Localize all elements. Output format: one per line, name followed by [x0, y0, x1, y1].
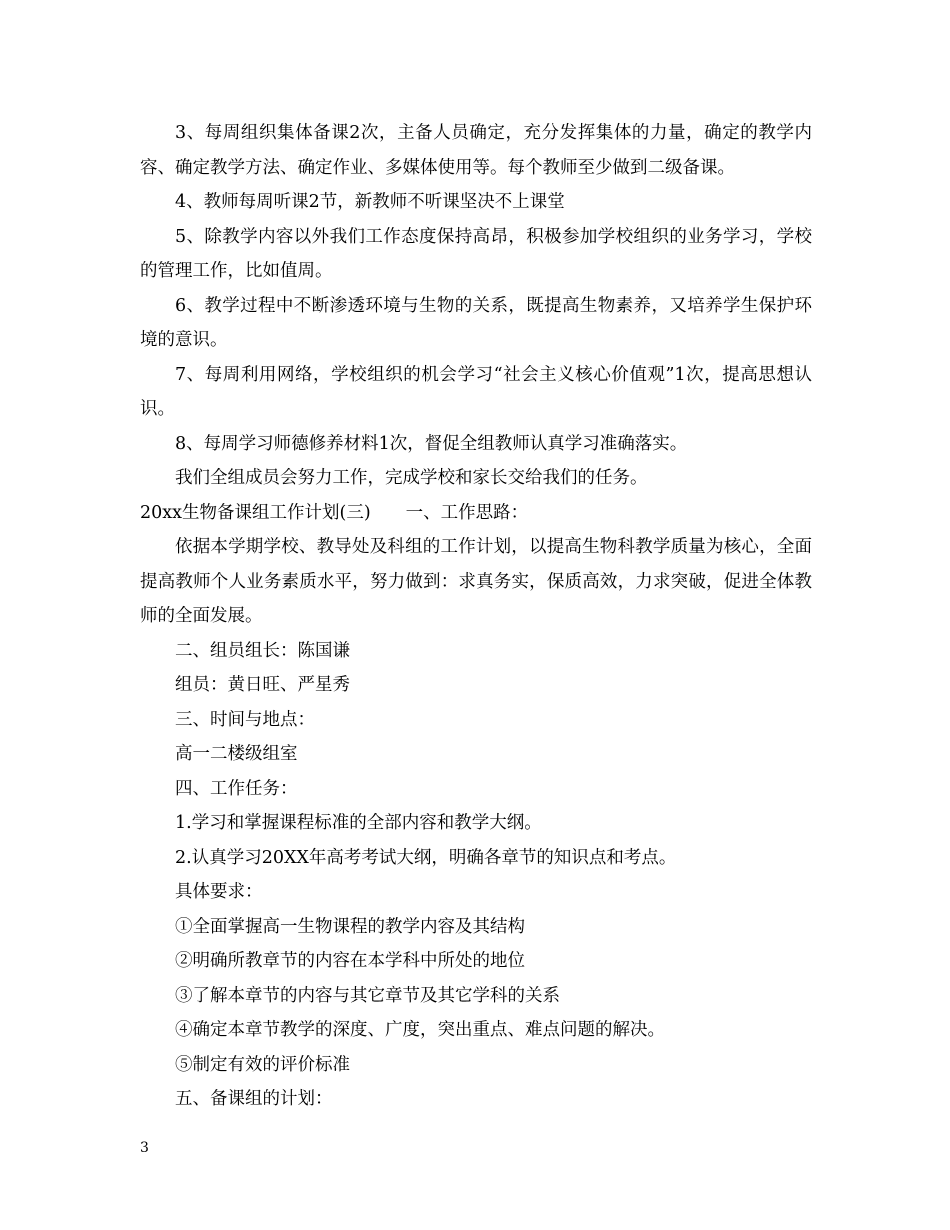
requirement-item-4: ④确定本章节教学的深度、广度，突出重点、难点问题的解决。: [175, 1020, 665, 1040]
document-body: [140, 116, 812, 1117]
work-approach-paragraph: 依据本学期学校、教导处及科组的工作计划，以提高生物科教学质量为核心，全面提高教师个人业务素质水平，努力做到：求真务实，保质高效，力求突破，促进全体教师的全面发展。: [140, 537, 812, 626]
closing-paragraph: 我们全组成员会努力工作，完成学校和家长交给我们的任务。: [175, 468, 648, 488]
paragraph-item-8: 8、每周学习师德修养材料1次，督促全组教师认真学习准确落实。: [175, 433, 688, 454]
time-place-heading: 三、时间与地点：: [175, 709, 315, 730]
section-title-plan-three: 20xx生物备课组工作计划(三) 一、工作思路：: [140, 502, 529, 523]
requirements-heading: 具体要求：: [175, 882, 263, 902]
paragraph-item-6: 6、教学过程中不断渗透环境与生物的关系，既提高生物素养，又培养学生保护环境的意识。: [140, 295, 812, 350]
task-item-1: 1.学习和掌握课程标准的全部内容和教学大纲。: [175, 813, 542, 833]
tasks-heading: 四、工作任务：: [175, 778, 298, 799]
paragraph-item-4: 4、教师每周听课2节，新教师不听课坚决不上课堂: [175, 192, 565, 212]
paragraph-item-7: 7、每周利用网络，学校组织的机会学习“社会主义核心价值观”1次，提高思想认识。: [140, 364, 812, 419]
requirement-item-3: ③了解本章节的内容与其它章节及其它学科的关系: [175, 985, 560, 1006]
page-number: 3: [140, 1140, 149, 1156]
paragraph-item-3: 3、每周组织集体备课2次，主备人员确定，充分发挥集体的力量，确定的教学内容、确定教学方法、确定作业、多媒体使用等。每个教师至少做到二级备课。: [140, 123, 812, 178]
location-line: 高一二楼级组室: [175, 744, 298, 764]
paragraph-item-5: 5、除教学内容以外我们工作态度保持高昂，积极参加学校组织的业务学习，学校的管理工作，比如值周。: [140, 226, 812, 281]
requirement-item-5: ⑤制定有效的评价标准: [175, 1054, 350, 1075]
requirement-item-1: ①全面掌握高一生物课程的教学内容及其结构: [175, 916, 525, 937]
requirement-item-2: ②明确所教章节的内容在本学科中所处的地位: [175, 951, 525, 971]
task-item-2: 2.认真学习20XX年高考考试大纲，明确各章节的知识点和考点。: [175, 847, 677, 868]
plan-heading: 五、备课组的计划：: [175, 1089, 333, 1109]
group-leader-line: 二、组员组长：陈国谦: [175, 640, 350, 661]
group-members-line: 组员：黄日旺、严星秀: [175, 675, 350, 695]
